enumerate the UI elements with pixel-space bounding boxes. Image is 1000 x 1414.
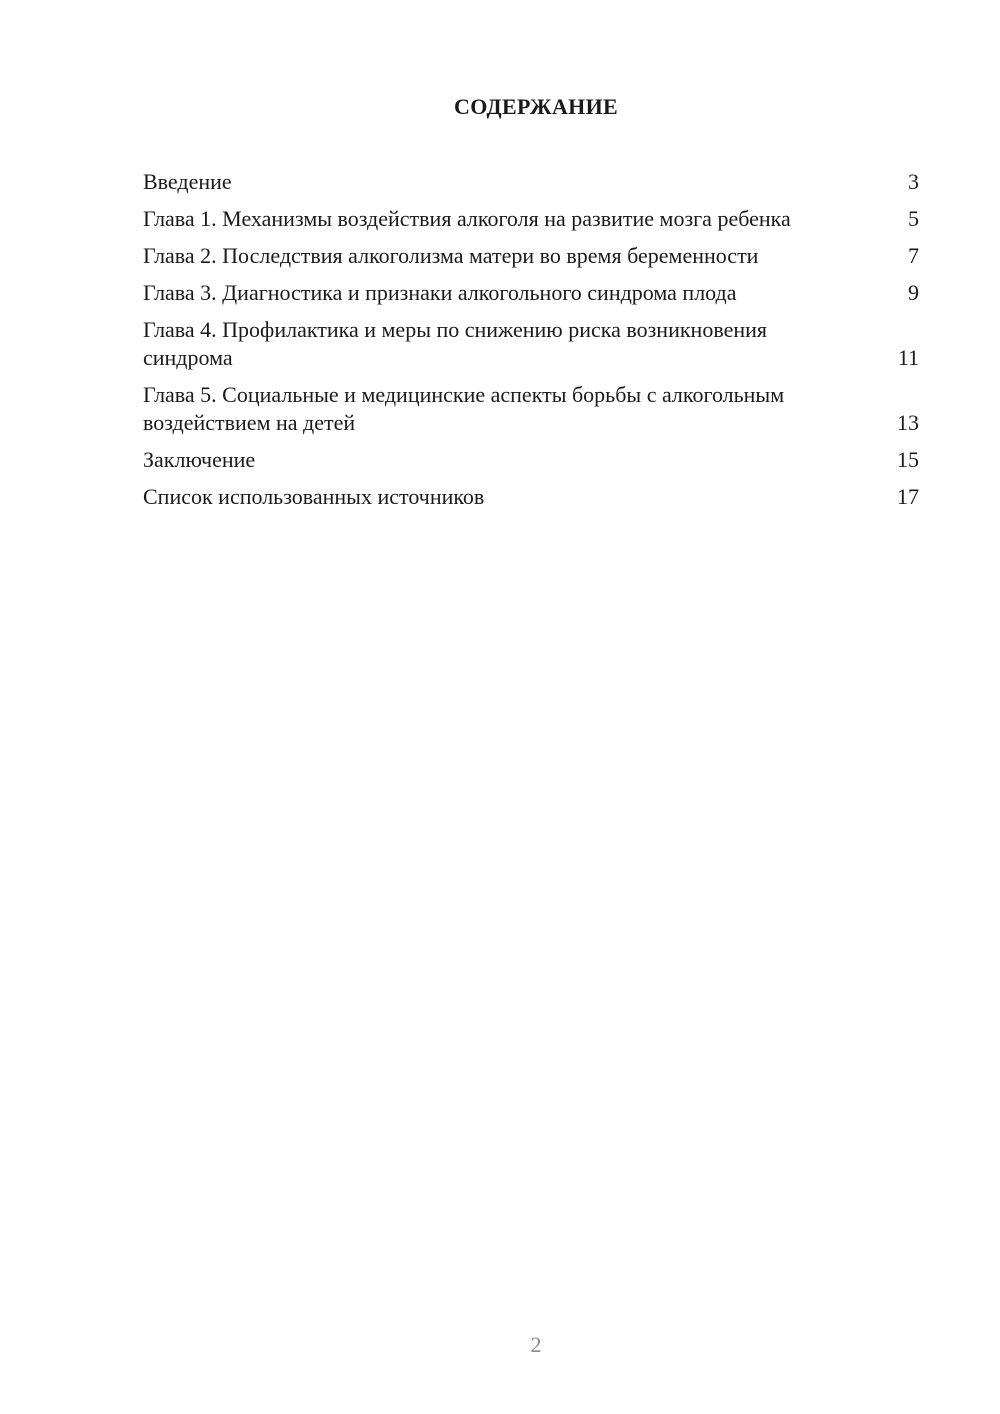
toc-entry-title: Список использованных источников xyxy=(143,484,485,509)
toc-entry-page: 7 xyxy=(908,243,919,268)
page-title: СОДЕРЖАНИЕ xyxy=(454,94,618,119)
toc-entry-chapter-3[interactable] xyxy=(143,279,919,307)
toc-entry-title: Глава 1. Механизмы воздействия алкоголя на развитие мозга ребенка xyxy=(143,206,791,231)
toc-entry-title: Глава 2. Последствия алкоголизма матери во время беременности xyxy=(143,243,759,268)
toc-entry-chapter-4[interactable] xyxy=(143,316,919,372)
toc-entry-title: Заключение xyxy=(143,447,256,472)
toc-entry-page: 5 xyxy=(908,206,919,231)
toc-entry-title: Глава 3. Диагностика и признаки алкогольного синдрома плода xyxy=(143,280,737,305)
toc-entry-page: 13 xyxy=(897,410,919,435)
page-number: 2 xyxy=(530,1332,542,1357)
toc-entry-conclusion[interactable] xyxy=(143,446,919,474)
toc-entry-page: 11 xyxy=(897,345,919,370)
toc-entry-chapter-5[interactable] xyxy=(143,381,919,437)
table-of-contents xyxy=(143,168,919,520)
toc-entry-title: Глава 4. Профилактика и меры по снижению риска возникновения синдрома xyxy=(143,317,768,370)
toc-entry-page: 9 xyxy=(908,280,919,305)
toc-entry-title: Введение xyxy=(143,169,232,194)
toc-entry-page: 15 xyxy=(897,447,919,472)
toc-entry-chapter-2[interactable] xyxy=(143,242,919,270)
toc-entry-introduction[interactable] xyxy=(143,168,919,196)
toc-entry-chapter-1[interactable] xyxy=(143,205,919,233)
toc-entry-title: Глава 5. Социальные и медицинские аспекты борьбы с алкогольным воздействием на детей xyxy=(143,382,785,435)
toc-entry-page: 17 xyxy=(897,484,919,509)
toc-entry-page: 3 xyxy=(908,169,919,194)
toc-entry-references[interactable] xyxy=(143,483,919,511)
